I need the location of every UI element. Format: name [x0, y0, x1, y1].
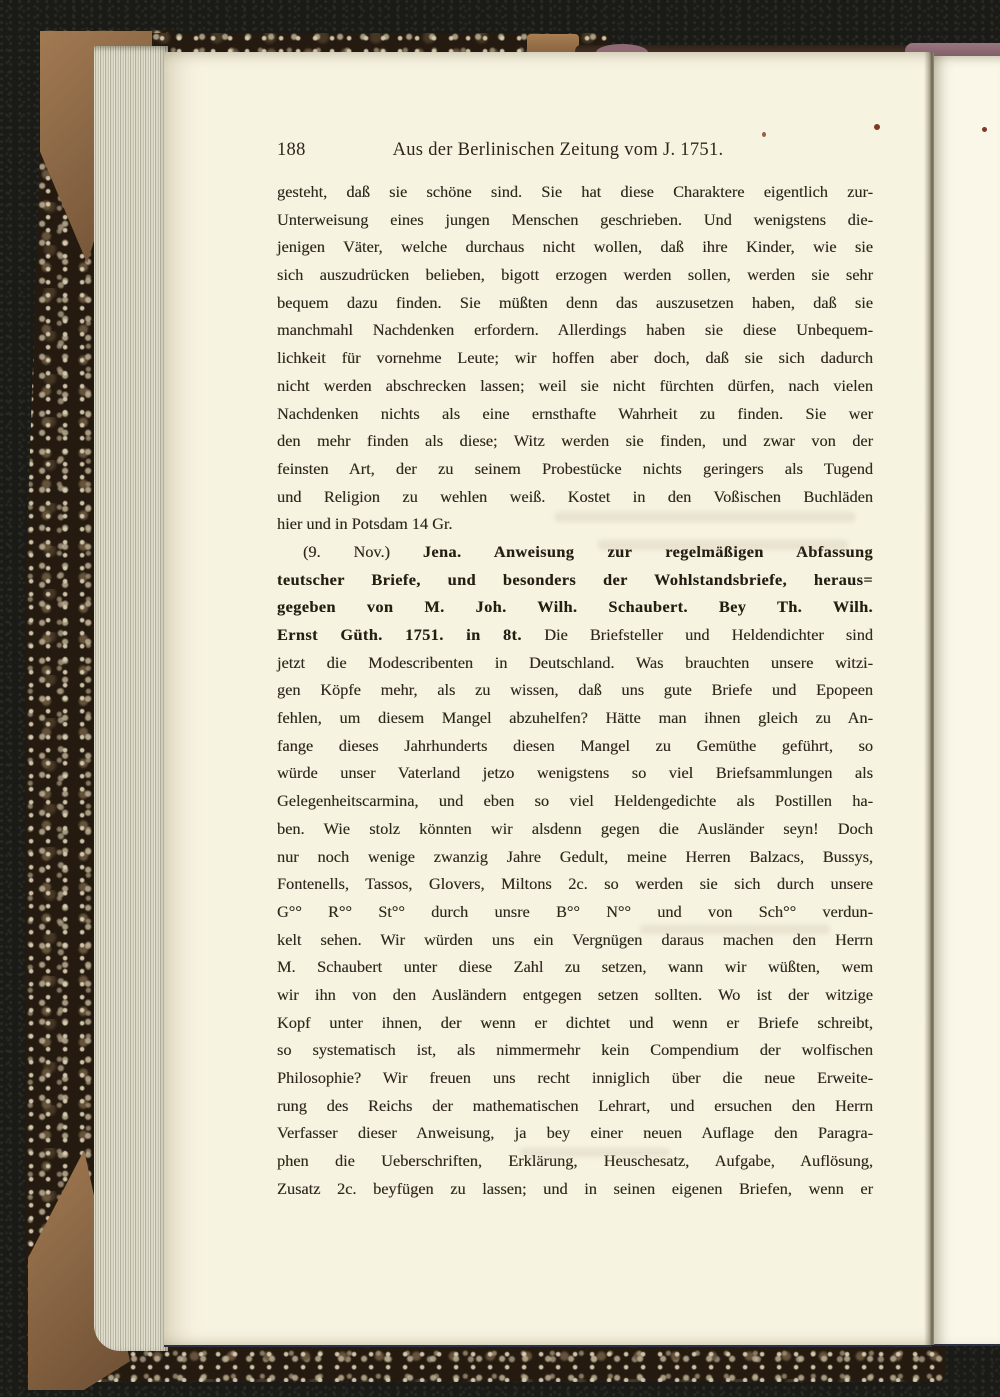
text-line — [277, 1009, 873, 1037]
text-line — [277, 566, 873, 594]
text-line — [277, 1092, 873, 1120]
text-line — [277, 400, 873, 428]
foxing-spot — [982, 127, 987, 132]
text-line-content: Zusatz 2c. beyfügen zu lassen; und in seinen eigenen Briefen, wenn er — [277, 1178, 873, 1198]
text-line — [277, 843, 873, 871]
text-line — [277, 316, 873, 344]
text-line-content: Verfasser dieser Anweisung, ja bey einer neuen Auflage den Paragra- — [277, 1123, 873, 1143]
text-line-content: sich auszudrücken belieben, bigott erzogen werden sollen, werden sie sehr — [277, 265, 873, 285]
text-line-content: bequem dazu finden. Sie müßten denn das auszusetzen haben, daß sie — [277, 292, 873, 312]
text-line-content: gesteht, daß sie schöne sind. Sie hat diese Charaktere eigentlich zur- — [277, 182, 873, 201]
text-line-content: G°° R°° St°° durch unsre B°° N°° und von Sch°° verdun- — [277, 901, 873, 921]
text-line — [277, 1119, 873, 1147]
text-line-content: manchmahl Nachdenken erfordern. Allerdings haben sie diese Unbequem- — [277, 320, 873, 340]
text-line-content: den mehr finden als diese; Witz werden sie finden, und zwar von der — [277, 431, 873, 451]
text-line — [277, 261, 873, 289]
text-line-content: jetzt die Modescribenten in Deutschland. Was brauchten unsere witzi- — [277, 652, 873, 672]
show-through-smudge — [598, 540, 848, 550]
text-line-content: lichkeit für vornehme Leute; wir hoffen aber doch, daß sie sich dadurch — [277, 348, 873, 368]
text-line — [277, 759, 873, 787]
text-line — [277, 1036, 873, 1064]
text-line-content: fehlen, um diesem Mangel abzuhelfen? Hätte man ihnen gleich zu An- — [277, 708, 873, 728]
text-line — [277, 233, 873, 261]
text-line-content: Kopf unter ihnen, der wenn er dichtet und wenn er Briefe schreibt, — [277, 1012, 873, 1032]
text-line — [277, 455, 873, 483]
text-line-content: fange dieses Jahrhunderts diesen Mangel zu Gemüthe geführt, so — [277, 735, 873, 755]
body-text — [277, 178, 873, 1202]
text-line — [277, 649, 873, 677]
text-line — [277, 206, 873, 234]
text-line-content: nur noch wenige zwanzig Jahre Gedult, meine Herren Balzacs, Bussys, — [277, 846, 873, 866]
page-block-fore-edge — [94, 46, 168, 1351]
text-line — [277, 178, 873, 206]
text-line-content: so systematisch ist, als nimmermehr kein Compendium der wolfischen — [277, 1040, 873, 1060]
text-line-content: jenigen Väter, welche durchaus nicht wollen, daß ihre Kinder, wie sie — [277, 237, 873, 257]
announcement-bold-text: teutscher Briefe, und besonders der Wohlstandsbriefe, heraus= — [277, 569, 873, 589]
text-line — [277, 427, 873, 455]
text-line — [277, 372, 873, 400]
text-line — [277, 870, 873, 898]
text-line-content: feinsten Art, der zu seinem Probestücke nichts geringers als Tugend — [277, 458, 873, 478]
text-line — [277, 1064, 873, 1092]
running-header: Aus der Berlinischen Zeitung vom J. 1751. — [392, 140, 724, 160]
text-line — [277, 898, 873, 926]
text-line-content: und Religion zu wehlen weiß. Kostet in den Voßischen Buchläden — [277, 486, 873, 506]
text-line — [277, 981, 873, 1009]
text-line — [277, 344, 873, 372]
gutter-shadow — [924, 52, 934, 1345]
text-line-content: Fontenells, Tassos, Glovers, Miltons 2c. so werden sie sich durch unsere — [277, 874, 873, 894]
text-line — [277, 732, 873, 760]
show-through-smudge — [555, 512, 855, 522]
text-line-content: phen die Ueberschriften, Erklärung, Heuschesatz, Aufgabe, Auflösung, — [277, 1151, 873, 1171]
text-line-content: hier und in Potsdam 14 Gr. — [277, 514, 453, 534]
facing-page-edge — [934, 56, 1000, 1346]
text-line-content: ben. Wie stolz könnten wir alsdenn gegen die Ausländer seyn! Doch — [277, 818, 873, 838]
text-line-content: würde unser Vaterland jetzo wenigstens so viel Briefsammlungen als — [277, 763, 873, 783]
text-line-content: (9. Nov.) — [303, 541, 423, 561]
text-line — [277, 1175, 873, 1203]
announcement-bold-text: Ernst Güth. 1751. in 8t. — [277, 625, 545, 644]
text-line — [277, 787, 873, 815]
text-line — [277, 676, 873, 704]
announcement-bold-text: gegeben von M. Joh. Wilh. Schaubert. Bey Th. Wilh. — [277, 597, 873, 617]
page-header — [277, 140, 873, 166]
text-line — [277, 289, 873, 317]
text-line-content: kelt sehen. Wir würden uns ein Vergnügen daraus machen den Herrn — [277, 929, 873, 949]
text-line — [277, 593, 873, 621]
text-line — [277, 704, 873, 732]
show-through-smudge — [640, 925, 830, 934]
text-line — [277, 953, 873, 981]
text-line-content: nicht werden abschrecken lassen; weil sie nicht fürchten dürfen, nach vielen — [277, 375, 873, 395]
text-line-content: Gelegenheitscarmina, und eben so viel Heldengedichte als Postillen ha- — [277, 791, 873, 811]
text-line-content: wir ihn von den Ausländern entgegen setzen sollten. Wo ist der witzige — [277, 984, 873, 1004]
text-line — [277, 621, 873, 649]
text-line — [277, 483, 873, 511]
text-line — [277, 815, 873, 843]
page-number: 188 — [277, 140, 306, 160]
text-line-content: rung des Reichs der mathematischen Lehrart, und ersuchen den Herrn — [277, 1095, 873, 1115]
text-line-content: gen Köpfe mehr, als zu wissen, daß uns gute Briefe und Epopeen — [277, 680, 873, 700]
text-line-content: M. Schaubert unter diese Zahl zu setzen, wann wir wüßten, wem — [277, 957, 873, 977]
foxing-spot — [762, 132, 766, 137]
announcement-bold-text: Jena. Anweisung zur regelmäßigen Abfassung — [422, 541, 874, 561]
text-line-content: Unterweisung eines jungen Menschen geschrieben. Und wenigstens die- — [277, 209, 873, 229]
foxing-spot — [874, 124, 880, 130]
show-through-smudge — [520, 1148, 670, 1157]
text-line-content: Philosophie? Wir freuen uns recht inniglich über die neue Erweite- — [277, 1068, 873, 1087]
text-line-content: Die Briefsteller und Heldendichter sind — [544, 625, 873, 644]
text-line-content: Nachdenken nichts als eine ernsthafte Wahrheit zu finden. Sie wer — [277, 403, 873, 423]
